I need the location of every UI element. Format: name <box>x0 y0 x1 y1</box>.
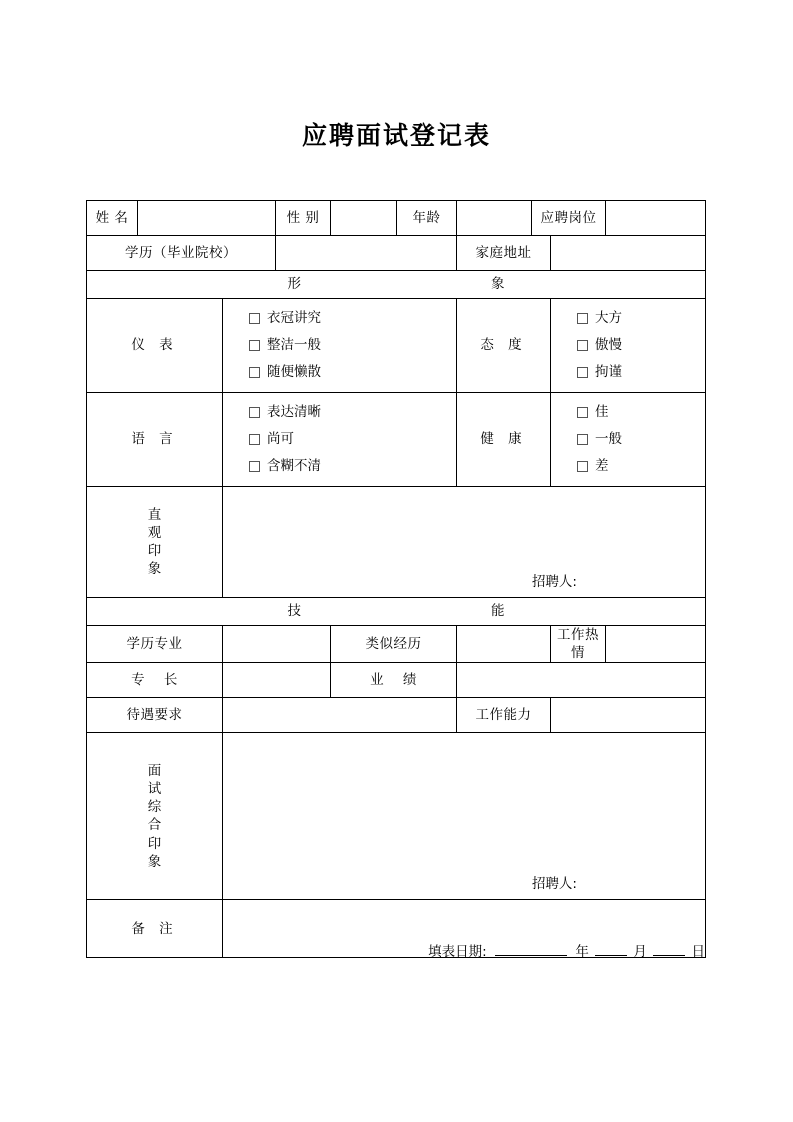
table-row-overall-impression <box>87 733 706 900</box>
appearance-header-char-2: 象 <box>491 276 505 293</box>
checkbox-icon[interactable] <box>577 434 588 445</box>
checkbox-label: 表达清晰 <box>267 404 321 421</box>
direct-impression-value[interactable] <box>223 487 706 598</box>
overall-impression-label-char: 面 <box>147 762 162 779</box>
checkbox-option[interactable] <box>249 399 456 426</box>
checkbox-option[interactable] <box>577 359 705 386</box>
checkbox-option[interactable] <box>577 305 705 332</box>
address-label: 家庭地址 <box>457 236 551 271</box>
name-label: 姓 名 <box>87 201 138 236</box>
direct-impression-label-char: 象 <box>147 561 162 578</box>
experience-label: 类似经历 <box>331 626 457 663</box>
direct-impression-label <box>87 487 223 598</box>
overall-impression-value[interactable] <box>223 733 706 900</box>
checkbox-label: 整洁一般 <box>267 337 321 354</box>
overall-impression-label-char: 试 <box>147 781 162 797</box>
checkbox-icon[interactable] <box>577 461 588 472</box>
appearance-header-char-1: 形 <box>287 276 301 293</box>
checkbox-icon[interactable] <box>249 407 260 418</box>
checkbox-icon[interactable] <box>577 407 588 418</box>
name-value[interactable] <box>138 201 276 236</box>
performance-value[interactable] <box>457 663 706 698</box>
health-label: 健 康 <box>457 393 551 487</box>
major-value[interactable] <box>223 626 331 663</box>
salary-label: 待遇要求 <box>87 698 223 733</box>
table-row-skills-2 <box>87 663 706 698</box>
specialty-value[interactable] <box>223 663 331 698</box>
checkbox-label: 傲慢 <box>595 337 622 354</box>
checkbox-option[interactable] <box>249 359 456 386</box>
table-row-direct-impression <box>87 487 706 598</box>
education-label: 学历（毕业院校） <box>87 236 276 271</box>
position-label: 应聘岗位 <box>532 201 606 236</box>
direct-impression-label-char: 观 <box>147 524 162 541</box>
checkbox-option[interactable] <box>249 305 456 332</box>
table-row-skills-3 <box>87 698 706 733</box>
checkbox-label: 大方 <box>595 310 622 327</box>
table-row-basic-2 <box>87 236 706 271</box>
checkbox-label: 随便懒散 <box>267 364 321 381</box>
checkbox-label: 衣冠讲究 <box>267 310 321 327</box>
table-row-appearance-header <box>87 271 706 299</box>
performance-label: 业 绩 <box>331 663 457 698</box>
checkbox-option[interactable] <box>577 332 705 359</box>
grooming-label: 仪 表 <box>87 299 223 393</box>
grooming-options <box>223 299 457 393</box>
specialty-label: 专 长 <box>87 663 223 698</box>
checkbox-icon[interactable] <box>577 340 588 351</box>
month-input[interactable] <box>595 955 627 956</box>
checkbox-icon[interactable] <box>249 313 260 324</box>
ability-label: 工作能力 <box>457 698 551 733</box>
address-value[interactable] <box>551 236 706 271</box>
checkbox-option[interactable] <box>577 426 705 453</box>
overall-impression-label <box>87 733 223 900</box>
age-value[interactable] <box>457 201 532 236</box>
skills-header-char-1: 技 <box>287 603 301 620</box>
direct-impression-recruiter-label: 招聘人: <box>531 573 577 590</box>
experience-value[interactable] <box>457 626 551 663</box>
checkbox-option[interactable] <box>577 399 705 426</box>
table-row-skills-1 <box>87 626 706 663</box>
month-unit: 月 <box>633 944 647 960</box>
education-value[interactable] <box>276 236 457 271</box>
table-row-skills-header <box>87 598 706 626</box>
interview-registration-table <box>86 200 706 958</box>
age-label: 年龄 <box>397 201 457 236</box>
overall-impression-recruiter-label: 招聘人: <box>531 876 577 893</box>
checkbox-label: 一般 <box>595 431 622 448</box>
language-label: 语 言 <box>87 393 223 487</box>
overall-impression-label-char: 印 <box>147 835 162 852</box>
checkbox-label: 拘谨 <box>595 364 622 381</box>
direct-impression-label-char: 直 <box>147 506 162 523</box>
appearance-section-header <box>87 271 706 299</box>
attitude-options <box>551 299 706 393</box>
checkbox-label: 含糊不清 <box>267 458 321 475</box>
year-input[interactable] <box>495 955 567 956</box>
enthusiasm-label: 工作热情 <box>551 626 606 663</box>
overall-impression-label-char: 综 <box>147 799 162 816</box>
gender-label: 性 别 <box>276 201 331 236</box>
remarks-label: 备 注 <box>87 900 223 958</box>
position-value[interactable] <box>606 201 706 236</box>
checkbox-option[interactable] <box>249 453 456 480</box>
checkbox-label: 尚可 <box>267 431 294 448</box>
checkbox-icon[interactable] <box>577 313 588 324</box>
day-input[interactable] <box>653 955 685 956</box>
form-date-footer <box>0 940 705 960</box>
ability-value[interactable] <box>551 698 706 733</box>
checkbox-option[interactable] <box>249 332 456 359</box>
overall-impression-label-char: 合 <box>147 817 162 834</box>
health-options <box>551 393 706 487</box>
major-label: 学历专业 <box>87 626 223 663</box>
skills-header-char-2: 能 <box>491 603 505 620</box>
checkbox-icon[interactable] <box>249 340 260 351</box>
date-label: 填表日期: <box>428 944 487 960</box>
table-row-appearance-2 <box>87 393 706 487</box>
day-unit: 日 <box>691 944 705 960</box>
overall-impression-label-char: 象 <box>147 853 162 870</box>
year-unit: 年 <box>575 944 589 960</box>
checkbox-option[interactable] <box>577 453 705 480</box>
table-row-basic-1 <box>87 201 706 236</box>
attitude-label: 态 度 <box>457 299 551 393</box>
checkbox-icon[interactable] <box>577 367 588 378</box>
checkbox-label: 差 <box>595 458 609 475</box>
direct-impression-label-char: 印 <box>147 543 162 559</box>
checkbox-icon[interactable] <box>249 367 260 378</box>
skills-section-header <box>87 598 706 626</box>
salary-value[interactable] <box>223 698 457 733</box>
enthusiasm-value[interactable] <box>606 626 706 663</box>
table-row-appearance-1 <box>87 299 706 393</box>
checkbox-label: 佳 <box>595 404 609 421</box>
page-title: 应聘面试登记表 <box>301 121 491 150</box>
checkbox-icon[interactable] <box>249 461 260 472</box>
checkbox-option[interactable] <box>249 426 456 453</box>
gender-value[interactable] <box>331 201 397 236</box>
checkbox-icon[interactable] <box>249 434 260 445</box>
language-options <box>223 393 457 487</box>
